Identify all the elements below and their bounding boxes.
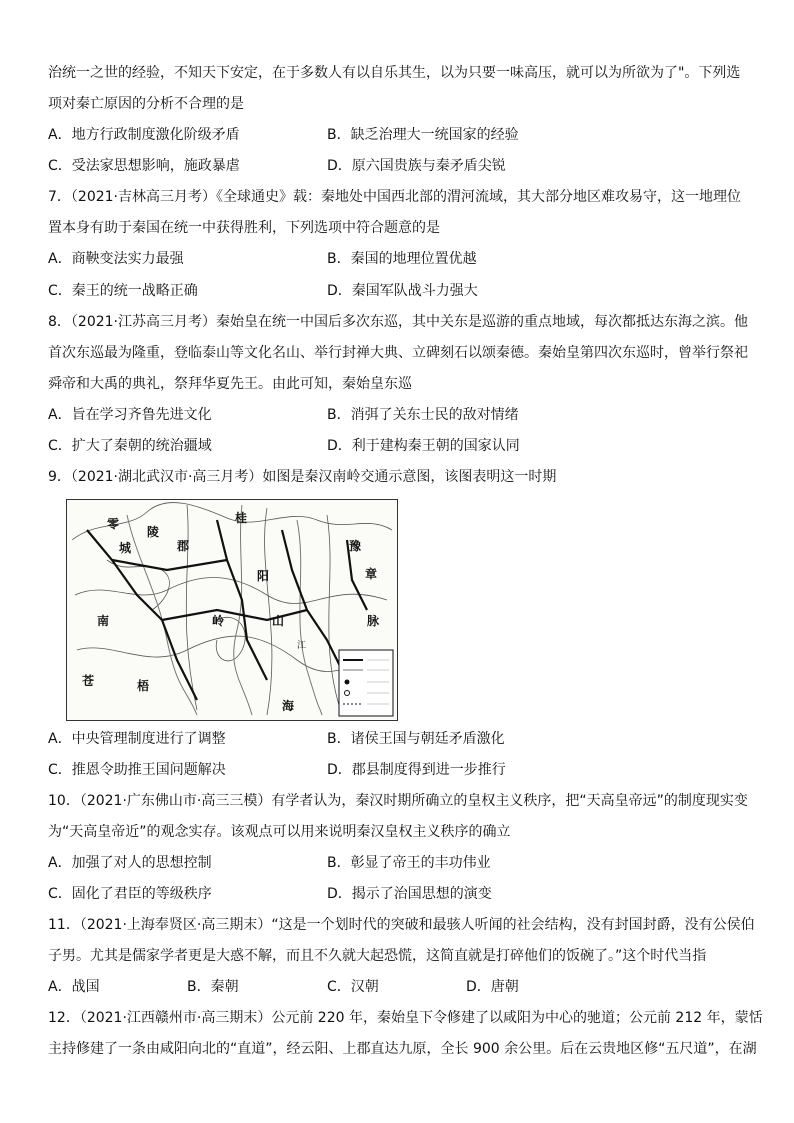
q7-option-c[interactable]: C．秦王的统一战略正确: [48, 283, 198, 299]
map-label: 郡: [177, 539, 190, 553]
q7-stem-line1: 7．（2021·吉林高三月考）《全球通史》载：秦地处中国西北部的渭河流域，其大部分地区难攻易守，这一地理位: [48, 189, 741, 205]
q9-stem-line1: 9．（2021·湖北武汉市·高三月考）如图是秦汉南岭交通示意图，该图表明这一时期: [48, 469, 557, 485]
q7-option-b[interactable]: B．秦国的地理位置优越: [327, 251, 477, 267]
q9-option-d[interactable]: D．郡县制度得到进一步推行: [327, 762, 506, 778]
q8-option-b[interactable]: B．消弭了关东士民的敌对情绪: [327, 407, 519, 423]
q6-option-b[interactable]: B．缺乏治理大一统国家的经验: [327, 127, 519, 143]
q8-stem-line2: 首次东巡最为隆重，登临泰山等文化名山、举行封禅大典、立碑刻石以颂秦德。秦始皇第四次东巡时，曾举行祭祀: [48, 345, 748, 361]
q7-option-a[interactable]: A．商鞅变法实力最强: [48, 251, 184, 267]
q9-option-a[interactable]: A．中央管理制度进行了调整: [48, 731, 226, 747]
q6-stem-line1: 治统一之世的经验，不知天下安定，在于多数人有以自乐其生，以为只要一味高压，就可以为所欲为了"。下列选: [48, 65, 741, 81]
q6-option-a[interactable]: A．地方行政制度激化阶级矛盾: [48, 127, 240, 143]
q10-option-a[interactable]: A．加强了对人的思想控制: [48, 855, 212, 871]
q8-option-c[interactable]: C．扩大了秦朝的统治疆域: [48, 438, 212, 454]
q11-option-a[interactable]: A．战国: [48, 979, 100, 995]
map-label: 豫: [349, 539, 362, 553]
map-label: 桂: [235, 511, 248, 525]
q8-stem-line3: 舜帝和大禹的典礼，祭拜华夏先王。由此可知，秦始皇东巡: [48, 376, 412, 392]
map-label: 阳: [257, 569, 270, 583]
q10-stem-line2: 为“天高皇帝近”的观念实存。该观点可以用来说明秦汉皇权主义秩序的确立: [48, 824, 511, 840]
map-legend: [339, 650, 393, 716]
map-label: 岭: [212, 614, 225, 628]
map-label: 山: [272, 614, 285, 628]
qin-han-nanling-transport-map: [66, 499, 398, 721]
q7-stem-line2: 置本身有助于秦国在统一中获得胜利，下列选项中符合题意的是: [48, 220, 440, 236]
q11-option-d[interactable]: D．唐朝: [466, 979, 519, 995]
q11-stem-line2: 子男。尤其是儒家学者更是大惑不解，而且不久就大起恐慌，这简直就是打碎他们的饭碗了。”这个时代当指: [48, 948, 707, 964]
q6-stem-line2: 项对秦亡原因的分析不合理的是: [48, 96, 244, 112]
q11-stem-line1: 11．（2021·上海奉贤区·高三期末）“这是一个划时代的突破和最骇人听闻的社会结构，没有封国封爵，没有公侯伯: [48, 917, 755, 933]
q8-stem-line1: 8．（2021·江苏高三月考）秦始皇在统一中国后多次东巡，其中关东是巡游的重点地域，每次都抵达东海之滨。他: [48, 314, 748, 330]
q11-option-c[interactable]: C．汉朝: [327, 979, 379, 995]
map-drawing: [67, 500, 397, 720]
map-label: 脉: [367, 614, 380, 628]
q10-option-c[interactable]: C．固化了君臣的等级秩序: [48, 886, 212, 902]
map-label: 陵: [147, 525, 160, 539]
q7-option-d[interactable]: D．秦国军队战斗力强大: [327, 283, 478, 299]
map-label: 章: [365, 567, 378, 581]
map-label: 苍: [82, 674, 95, 688]
q12-stem-line2: 主持修建了一条由咸阳向北的“直道”，经云阳、上郡直达九原，全长 900 余公里。后在云贵地区修“五尺道”，在湖: [48, 1041, 757, 1057]
q6-option-c[interactable]: C．受法家思想影响，施政暴虐: [48, 158, 240, 174]
map-label: 海: [282, 699, 295, 713]
q10-option-d[interactable]: D．揭示了治国思想的演变: [327, 886, 492, 902]
map-label: 梧: [137, 679, 150, 693]
q8-option-d[interactable]: D．利于建构秦王朝的国家认同: [327, 438, 520, 454]
q12-stem-line1: 12．（2021·江西赣州市·高三期末）公元前 220 年，秦始皇下令修建了以咸阳为中心的驰道；公元前 212 年，蒙恬: [48, 1010, 763, 1026]
map-label: 南: [97, 614, 110, 628]
map-label: 江: [297, 641, 307, 651]
map-label: 零: [107, 517, 120, 531]
q10-option-b[interactable]: B．彰显了帝王的丰功伟业: [327, 855, 491, 871]
q6-option-d[interactable]: D．原六国贵族与秦矛盾尖锐: [327, 158, 506, 174]
q11-option-b[interactable]: B．秦朝: [187, 979, 239, 995]
q8-option-a[interactable]: A．旨在学习齐鲁先进文化: [48, 407, 212, 423]
map-label: 城: [119, 541, 132, 555]
q9-option-b[interactable]: B．诸侯王国与朝廷矛盾激化: [327, 731, 505, 747]
q9-option-c[interactable]: C．推恩令助推王国问题解决: [48, 762, 226, 778]
q10-stem-line1: 10．（2021·广东佛山市·高三三模）有学者认为，秦汉时期所确立的皇权主义秩序，把“天高皇帝远”的制度现实变: [48, 793, 748, 809]
